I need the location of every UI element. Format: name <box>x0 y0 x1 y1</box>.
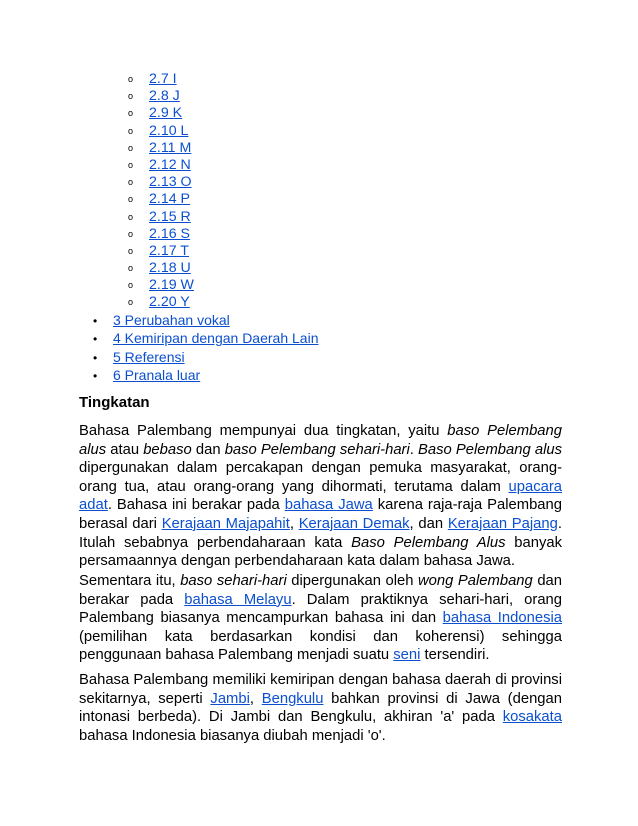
paragraph-tingkatan <box>79 422 562 571</box>
toc-link[interactable]: 2.15 R <box>149 208 191 225</box>
link-bahasa-jawa[interactable]: bahasa Jawa <box>284 497 373 514</box>
toc-sub-item <box>128 260 194 277</box>
link-kerajaan-demak[interactable]: Kerajaan Demak <box>298 515 410 532</box>
circle-bullet-icon: o <box>128 245 134 256</box>
circle-bullet-icon: o <box>128 91 134 102</box>
italic-term: Baso Pelembang alus <box>418 441 562 458</box>
text-run: (pemilihan kata berdasarkan kondisi dan koherensi) sehingga penggunaan bahasa Palembang menjadi suatu <box>79 628 562 664</box>
link-bahasa-melayu[interactable]: bahasa Melayu <box>184 591 292 608</box>
circle-bullet-icon: o <box>128 280 134 291</box>
text-run: , <box>249 690 262 707</box>
italic-term: baso Pelembang sehari-hari <box>224 441 410 458</box>
circle-bullet-icon: o <box>128 297 134 308</box>
circle-bullet-icon: o <box>128 142 134 153</box>
text-run: Sementara itu, <box>79 573 181 589</box>
link-jambi[interactable]: Jambi <box>210 690 250 707</box>
circle-bullet-icon: o <box>128 211 134 222</box>
text-run: karena raja-raja Palembang berasal dari <box>79 497 562 532</box>
italic-term: bebaso <box>143 441 192 458</box>
circle-bullet-icon: o <box>128 228 134 239</box>
toc-sub-item <box>128 157 194 174</box>
toc-link[interactable]: 2.20 Y <box>149 294 190 311</box>
link-adat[interactable]: adat <box>79 497 108 514</box>
circle-bullet-icon: o <box>128 125 134 136</box>
disc-bullet-icon: • <box>93 332 98 347</box>
toc-sub-item <box>128 174 194 191</box>
toc-link[interactable]: 2.13 O <box>149 174 192 191</box>
circle-bullet-icon: o <box>128 177 134 188</box>
toc-sub-item <box>128 105 194 122</box>
italic-term: wong Palembang <box>418 573 533 589</box>
toc-sub-item <box>128 277 194 294</box>
section-heading: Tingkatan <box>79 394 150 411</box>
toc-link[interactable]: 5 Referensi <box>113 348 185 365</box>
circle-bullet-icon: o <box>128 74 134 84</box>
disc-bullet-icon: • <box>93 314 98 328</box>
toc-item <box>93 311 318 329</box>
text-run: dipergunakan dalam percakapan dengan pemuka masyarakat, orang-orang tua, atau orang-orang yang dihormati, terutama dalam <box>79 460 562 495</box>
toc-item <box>93 329 318 347</box>
italic-term: baso sehari-hari <box>180 573 287 589</box>
text-run: banyak persamaannya dengan perbendaharaan kata dalam bahasa Jawa. <box>79 534 563 570</box>
text-run: bahkan provinsi di Jawa (dengan intonasi berbeda). Di Jambi dan Bengkulu, akhiran 'a' pada <box>79 690 562 726</box>
disc-bullet-icon: • <box>93 350 98 365</box>
toc-item <box>93 366 318 384</box>
toc-list <box>93 311 318 385</box>
circle-bullet-icon: o <box>128 108 134 119</box>
text-run: dan <box>191 441 225 458</box>
link-upacara[interactable]: upacara <box>508 478 562 495</box>
toc-sub-item <box>128 243 194 260</box>
toc-link[interactable]: 2.9 K <box>149 105 183 122</box>
toc-link[interactable]: 2.7 I <box>149 71 177 87</box>
toc-link[interactable]: 2.19 W <box>149 277 194 294</box>
toc-link[interactable]: 3 Perubahan vokal <box>113 312 230 328</box>
text-run: . Bahasa ini berakar pada <box>107 497 285 514</box>
toc-link[interactable]: 2.12 N <box>149 156 191 173</box>
toc-link[interactable]: 2.11 M <box>149 139 192 156</box>
text-run: Bahasa Palembang memiliki kemiripan dengan bahasa daerah di provinsi sekitarnya, seperti <box>79 672 562 707</box>
text-run: . Itulah sebabnya perbendaharaan kata <box>79 515 562 551</box>
paragraph-sehari-hari <box>79 572 562 665</box>
text-run: Bahasa Palembang mempunyai dua tingkatan, yaitu <box>79 423 448 439</box>
toc-sub-item <box>128 71 194 88</box>
toc-link[interactable]: 2.17 T <box>149 242 189 259</box>
paragraph-kemiripan <box>79 671 562 745</box>
disc-bullet-icon: • <box>93 369 98 384</box>
toc-link[interactable]: 4 Kemiripan dengan Daerah Lain <box>113 330 319 347</box>
toc-sublist <box>128 71 194 312</box>
text-run: , dan <box>409 515 448 532</box>
toc-sub-item <box>128 209 194 226</box>
toc-link[interactable]: 2.14 P <box>149 191 191 208</box>
toc-link[interactable]: 2.8 J <box>149 88 180 105</box>
toc-sub-item <box>128 140 194 157</box>
link-bahasa-indonesia[interactable]: bahasa Indonesia <box>442 610 562 627</box>
circle-bullet-icon: o <box>128 263 134 274</box>
toc-sub-item <box>128 123 194 140</box>
text-run: atau <box>106 441 144 458</box>
toc-link[interactable]: 2.18 U <box>149 260 191 277</box>
toc-sub-item <box>128 191 194 208</box>
text-run: . Dalam praktiknya sehari-hari, orang Palembang biasanya mencampurkan bahasa ini dan <box>79 591 563 627</box>
toc-link[interactable]: 2.10 L <box>149 122 189 139</box>
text-run: dipergunakan oleh <box>286 573 418 589</box>
toc-link[interactable]: 2.16 S <box>149 225 191 242</box>
link-kosakata[interactable]: kosakata <box>502 709 562 726</box>
link-seni[interactable]: seni <box>393 647 421 664</box>
toc-link[interactable]: 6 Pranala luar <box>113 367 201 384</box>
toc-sub-item <box>128 226 194 243</box>
link-kerajaan-pajang[interactable]: Kerajaan Pajang <box>447 515 558 532</box>
toc-sub-item <box>128 294 194 311</box>
italic-term: baso Pelembang alus <box>79 423 562 458</box>
text-run: tersendiri. <box>420 647 490 664</box>
link-bengkulu[interactable]: Bengkulu <box>261 690 324 707</box>
text-run: bahasa Indonesia biasanya diubah menjadi 'o'. <box>79 727 386 744</box>
text-run: dan berakar pada <box>79 573 563 608</box>
text-run: . <box>409 441 419 458</box>
circle-bullet-icon: o <box>128 194 134 205</box>
text-run: , <box>289 515 299 532</box>
circle-bullet-icon: o <box>128 159 134 170</box>
toc-item <box>93 348 318 366</box>
italic-term: Baso Pelembang Alus <box>351 534 506 551</box>
link-kerajaan-majapahit[interactable]: Kerajaan Majapahit <box>161 515 290 532</box>
toc-sub-item <box>128 88 194 105</box>
